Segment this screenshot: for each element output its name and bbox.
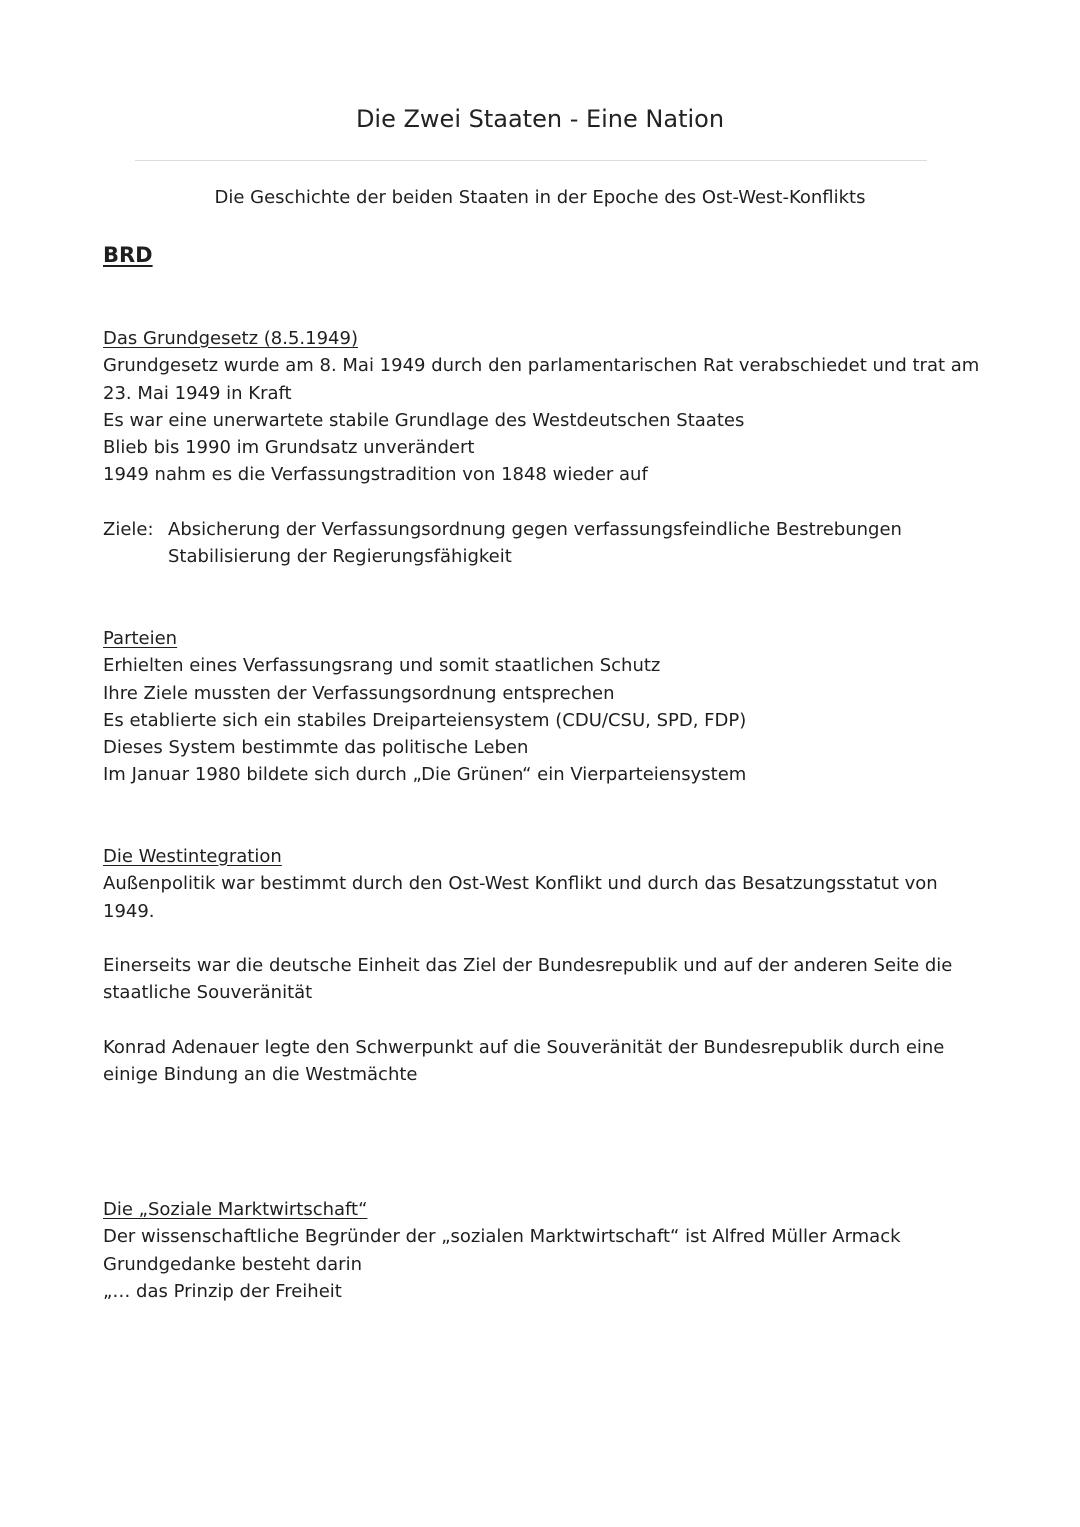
- ziele-items: [168, 516, 902, 571]
- section-heading-brd: BRD: [103, 243, 153, 267]
- text-line: 1949.: [103, 900, 155, 922]
- ziele-item: Stabilisierung der Regierungsfähigkeit: [168, 546, 512, 568]
- text-line: Grundgedanke besteht darin: [103, 1253, 362, 1275]
- ziele-label: Ziele:: [103, 519, 154, 540]
- text-line: Es etablierte sich ein stabiles Dreiparteiensystem (CDU/CSU, SPD, FDP): [103, 709, 747, 731]
- section-head-marktwirtschaft: Die „Soziale Marktwirtschaft“: [103, 1199, 368, 1220]
- text-line: Grundgesetz wurde am 8. Mai 1949 durch den parlamentarischen Rat verabschiedet und trat am: [103, 355, 980, 377]
- title-divider: [135, 160, 927, 161]
- section-marktwirtschaft: [103, 1196, 1003, 1305]
- text-line: Der wissenschaftliche Begründer der „sozialen Marktwirtschaft“ ist Alfred Müller Armack: [103, 1226, 901, 1248]
- section-head-westintegration: Die Westintegration: [103, 846, 282, 867]
- text-line: staatliche Souveränität: [103, 982, 313, 1004]
- paragraph-gap: [103, 925, 1003, 952]
- text-line: Einerseits war die deutsche Einheit das Ziel der Bundesrepublik und auf der anderen Seite die: [103, 955, 953, 977]
- section-parteien: [103, 625, 1003, 789]
- text-line: „… das Prinzip der Freiheit: [103, 1280, 342, 1302]
- page-subtitle: Die Geschichte der beiden Staaten in der Epoche des Ost-West-Konflikts: [214, 187, 866, 208]
- text-line: Dieses System bestimmte das politische Leben: [103, 737, 529, 759]
- text-line: Es war eine unerwartete stabile Grundlage des Westdeutschen Staates: [103, 409, 745, 431]
- text-line: Konrad Adenauer legte den Schwerpunkt auf die Souveränität der Bundesrepublik durch eine: [103, 1037, 945, 1059]
- text-line: Im Januar 1980 bildete sich durch „Die Grünen“ ein Vierparteiensystem: [103, 764, 747, 786]
- section-head-grundgesetz: Das Grundgesetz (8.5.1949): [103, 328, 358, 349]
- text-line: 23. Mai 1949 in Kraft: [103, 382, 292, 404]
- section-head-parteien: Parteien: [103, 628, 178, 649]
- section-westintegration: [103, 843, 1003, 1089]
- section-grundgesetz: [103, 325, 1003, 489]
- text-line: Ihre Ziele mussten der Verfassungsordnung entsprechen: [103, 682, 615, 704]
- text-line: Erhielten eines Verfassungsrang und somit staatlichen Schutz: [103, 655, 661, 677]
- page-title: Die Zwei Staaten - Eine Nation: [355, 105, 725, 133]
- text-line: einige Bindung an die Westmächte: [103, 1064, 418, 1086]
- ziele-item: Absicherung der Verfassungsordnung gegen verfassungsfeindliche Bestrebungen: [168, 519, 902, 540]
- text-line: Außenpolitik war bestimmt durch den Ost-West Konflikt und durch das Besatzungsstatut von: [103, 873, 938, 895]
- paragraph-gap: [103, 1007, 1003, 1034]
- text-line: 1949 nahm es die Verfassungstradition von 1848 wieder auf: [103, 464, 648, 486]
- ziele-block: [103, 516, 902, 571]
- text-line: Blieb bis 1990 im Grundsatz unverändert: [103, 437, 475, 459]
